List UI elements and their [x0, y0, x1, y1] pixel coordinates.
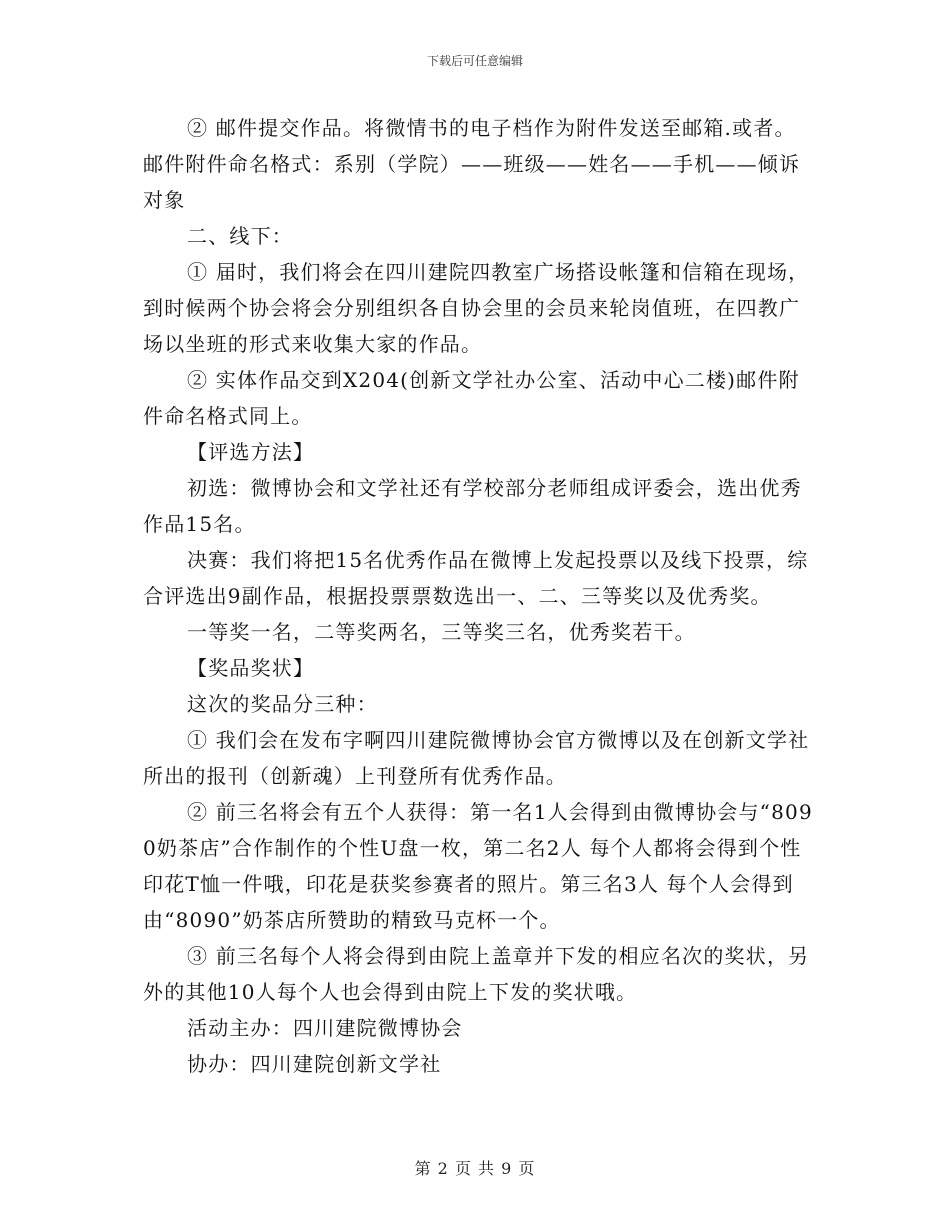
section-heading: 【奖品奖状】 — [187, 656, 315, 680]
paragraph: 决赛：我们将把15名优秀作品在微博上发起投票以及线下投票，综合评选出9副作品，根据投票票数选出一、二、三等奖以及优秀奖。 — [143, 548, 809, 608]
paragraph: 初选：微博协会和文学社还有学校部分老师组成评委会，选出优秀作品15名。 — [143, 476, 802, 536]
page-number-footer: 第 2 页 共 9 页 — [414, 1159, 536, 1178]
paragraph: 一等奖一名，二等奖两名，三等奖三名，优秀奖若干。 — [187, 620, 696, 644]
paragraph: ① 我们会在发布字啊四川建院微博协会官方微博以及在创新文学社所出的报刊（创新魂）上刊登所有优秀作品。 — [143, 728, 810, 788]
paragraph: 这次的奖品分三种： — [187, 692, 378, 716]
paragraph: 协办：四川建院创新文学社 — [187, 1052, 442, 1076]
paragraph: ② 前三名将会有五个人获得：第一名1人会得到由微博协会与“8090奶茶店”合作制作的个性U盘一枚，第二名2人 每个人都将会得到个性印花T恤一件哦，印花是获奖参赛者的照片。第三名3人 每个人会得到由“8090”奶茶店所赞助的精致马克杯一个。 — [143, 800, 813, 932]
paragraph: 活动主办：四川建院微博协会 — [187, 1016, 463, 1040]
section-heading: 【评选方法】 — [187, 440, 315, 464]
paragraph: ② 邮件提交作品。将微情书的电子档作为附件发送至邮箱.或者。邮件附件命名格式：系别（学院）——班级——姓名——手机——倾诉对象 — [143, 116, 801, 212]
document-body — [143, 110, 813, 1082]
page-header: 下载后可任意编辑 — [426, 54, 523, 68]
paragraph: ③ 前三名每个人将会得到由院上盖章并下发的相应名次的奖状，另外的其他10人每个人也会得到由院上下发的奖状哦。 — [143, 944, 810, 1004]
paragraph: ① 届时，我们将会在四川建院四教室广场搭设帐篷和信箱在现场，到时候两个协会将会分别组织各自协会里的会员来轮岗值班，在四教广场以坐班的形式来收集大家的作品。 — [143, 260, 810, 356]
paragraph: ② 实体作品交到X204(创新文学社办公室、活动中心二楼)邮件附件命名格式同上。 — [143, 368, 800, 428]
section-heading: 二、线下： — [187, 224, 293, 248]
